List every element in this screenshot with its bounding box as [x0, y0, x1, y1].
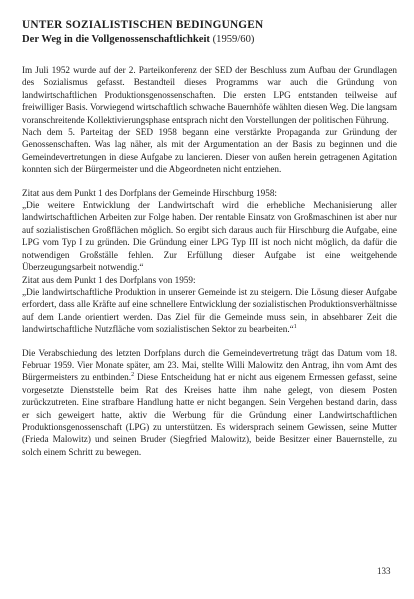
- subheading-date: (1959/60): [212, 34, 255, 45]
- paragraph-1: Im Juli 1952 wurde auf der 2. Parteikonferenz der SED der Beschluss zum Aufbau der Grundlagen des Sozialismus gefasst. Bestandteil dieses Programms war auch die Gründung von landwirtschaftlichen Produktionsgenossenschaften. Die ersten LPG entstanden teilweise auf freiwilliger Basis. Vorwiegend wirtschaftlich schwache Bauernhöfe wählten diesen Weg. Die langsam voranschreitende Kollektivierungsphase entsprach nicht den Vorstellungen der politischen Führung.: [22, 65, 397, 125]
- footnote-ref-2: 2: [131, 372, 135, 379]
- paragraph-3-part-1: Die Verabschiedung des letzten Dorfplans durch die Gemeindevertretung trägt das Datum vom 18. Februar 1959. Vier Monate später, am 23. Mai, stellte Willi Malowitz den Antrag, ihn vom Amt des Bürgermeisters zu entbinden.: [22, 347, 397, 383]
- quote-2-intro: Zitat aus dem Punkt 1 des Dorfplans von 1959:: [22, 274, 196, 285]
- footnote-ref-1: 1: [293, 324, 297, 331]
- quote-1-text: „Die weitere Entwicklung der Landwirtschaft wird die erhebliche Mechanisierung aller landwirtschaftlichen Arbeiten zur Folge haben. Der rentable Einsatz von Großmaschinen ist aber nur auf sozialistischen Großflächen möglich. So ergibt sich daraus auch für Hirschburg die Aufgabe, eine LPG vom Typ I zu gründen. Die Gründung einer LPG Typ III ist noch nicht möglich, da dafür die notwendigen Großställe fehlen. Zur Erfüllung dieser Aufgabe ist eine weitgehende Überzeugungsarbeit notwendig.“: [22, 200, 397, 273]
- quote-2: [22, 286, 397, 336]
- page-number: 133: [377, 566, 391, 576]
- paragraph-3-part-2: Diese Entscheidung hat er nicht aus eigenem Ermessen gefasst, seine vorgesetzte Dienststelle beim Rat des Kreises hatte ihm nahe gelegt, von diesem Posten zurückzutreten. Eine strafbare Handlung hatte er nicht begangen. Sein Vergehen bestand darin, dass er sich geweigert hatte, aktiv die Werbung für die Gründung einer Landwirtschaftlichen Produktionsgenossenschaft (LPG) zu unterstützen. Es widersprach seinem Gewissen, seine Mutter (Frieda Malowitz) und seinen Bruder (Siegfried Malowitz), beide Besitzer einer Bauernstelle, zu solch einem Schritt zu bewegen.: [22, 372, 397, 457]
- section-subheading: [22, 33, 397, 47]
- paragraph-2: Nach dem 5. Parteitag der SED 1958 begann eine verstärkte Propaganda zur Gründung der Genossenschaften. Was lag näher, als mit der Argumentation an der Basis zu beginnen und die Gemeindevertretungen in diese Aufgabe zu lancieren. Dieser von außen herein getragenen Agitation konnten sich der Bürgermeister und die Abgeordneten nicht entziehen.: [22, 127, 397, 175]
- page-content: [22, 18, 397, 458]
- chapter-heading: UNTER SOZIALISTISCHEN BEDINGUNGEN: [22, 19, 264, 31]
- quote-2-text: „Die landwirtschaftliche Produktion in unserer Gemeinde ist zu steigern. Die Lösung dieser Aufgabe erfordert, dass alle Kräfte auf eine schnellere Entwicklung der sozialistischen Produktionsverhältnisse auf dem Lande orientiert werden. Das Ziel für die Gemeinde muss sein, in absehbarer Zeit die landwirtschaftliche Nutzfläche vom sozialistischen Sektor zu bearbeiten.“: [22, 286, 397, 335]
- paragraph-3: [22, 347, 397, 459]
- subheading-title: Der Weg in die Vollgenossenschaftlichkeit: [22, 34, 210, 45]
- quote-1-intro: Zitat aus dem Punkt 1 des Dorfplans der Gemeinde Hirschburg 1958:: [22, 187, 277, 198]
